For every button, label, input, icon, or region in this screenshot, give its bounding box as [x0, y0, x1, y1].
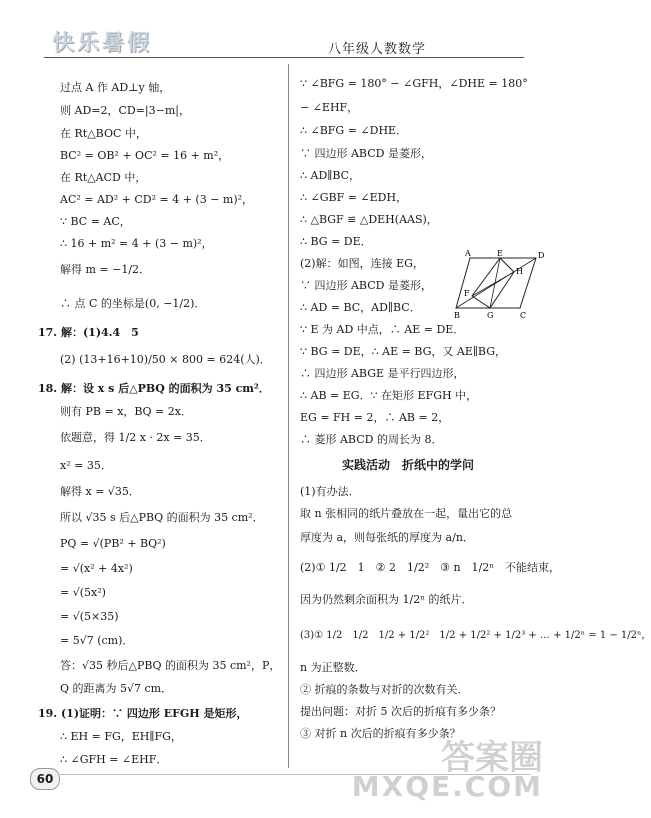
text-line: PQ = √(PB² + BQ²)	[60, 537, 166, 550]
figure-label: F	[464, 289, 470, 298]
text-line: − ∠EHF，	[300, 101, 359, 114]
text-line: = √(5x²)	[60, 586, 106, 599]
text-line: ∴ AB = EG．∵ 在矩形 EFGH 中，	[300, 389, 478, 402]
text-line: ② 折痕的条数与对折的次数有关．	[300, 683, 469, 696]
text-line: ∴ AD∥BC，	[300, 169, 361, 182]
text-line: (2)解：如图，连接 EG，	[300, 257, 424, 270]
text-line: ∴ AD = BC，AD∥BC．	[300, 301, 421, 314]
text-line: 因为仍然剩余面积为 1/2ⁿ 的纸片．	[300, 593, 473, 606]
text-line: ∴ 四边形 ABGE 是平行四边形，	[300, 367, 465, 380]
text-line: n 为正整数．	[300, 661, 366, 674]
question-17: 17. 解：(1)4.4 5	[38, 326, 139, 339]
text-line: ∴ BG = DE．	[300, 235, 372, 248]
text-line: 答：√35 秒后△PBQ 的面积为 35 cm²，P，	[60, 659, 281, 672]
figure-label: D	[538, 251, 545, 260]
series-logo: 快乐暑假	[52, 31, 153, 56]
figure-label: E	[497, 249, 503, 258]
question-19: 19. (1)证明：∵ 四边形 EFGH 是矩形，	[38, 707, 248, 720]
page-header	[0, 0, 565, 62]
text-line: 所以 √35 s 后△PBQ 的面积为 35 cm²．	[60, 511, 264, 524]
figure-label: A	[465, 249, 471, 258]
text-line: ③ 对折 n 次后的折痕有多少条？	[300, 727, 461, 740]
text-line: 解得 m = −1/2．	[60, 263, 151, 276]
text-line: 解得 x = √35．	[60, 485, 140, 498]
text-line: 在 Rt△BOC 中，	[60, 127, 147, 140]
text-line: 则有 PB = x，BQ = 2x．	[60, 405, 192, 418]
text-line: (1)有办法．	[300, 485, 360, 498]
text-line: ∵ BC = AC，	[60, 215, 131, 228]
text-line: EG = FH = 2，∴ AB = 2，	[300, 411, 450, 424]
text-line: ∵ BG = DE，∴ AE = BG，又 AE∥BG，	[300, 345, 507, 358]
text-line: AC² = AD² + CD² = 4 + (3 − m)²，	[60, 193, 254, 206]
grade-subject: 八年级人教数学	[328, 42, 427, 57]
text-line: (3)① 1/2 1/2 1/2 + 1/2² 1/2 + 1/2² + 1/2³ + … + 1/2ⁿ = 1 − 1/2ⁿ，	[300, 630, 651, 641]
text-line: 在 Rt△ACD 中，	[60, 171, 147, 184]
text-line: ∵ ∠BFG = 180° − ∠GFH，∠DHE = 180°	[300, 77, 528, 90]
text-line: ∴ EH = FG，EH∥FG，	[60, 730, 182, 743]
text-line: ∴ ∠BFG = ∠DHE．	[300, 124, 408, 137]
figure-label: H	[516, 267, 523, 276]
text-line: ∴ 16 + m² = 4 + (3 − m)²，	[60, 237, 213, 250]
text-line: 则 AD=2，CD=|3−m|，	[60, 104, 190, 117]
text-line: 依题意，得 1/2 x · 2x = 35．	[60, 431, 211, 444]
page-number: 60	[30, 768, 60, 790]
text-line: 厚度为 a，则每张纸的厚度为 a/n．	[300, 531, 474, 544]
text-line: (2) (13+16+10)/50 × 800 = 624(人)．	[60, 353, 271, 366]
text-line: ∴ △BGF ≌ △DEH(AAS)，	[300, 213, 438, 226]
text-line: 提出问题：对折 5 次后的折痕有多少条？	[300, 705, 501, 718]
text-line: = √(5×35)	[60, 610, 119, 623]
figure-label: C	[520, 311, 527, 320]
text-line: (2)① 1/2 1 ② 2 1/2² ③ n 1/2ⁿ 不能结束，	[300, 561, 561, 574]
text-line: ∴ ∠GBF = ∠EDH，	[300, 191, 408, 204]
text-line: 取 n 张相同的纸片叠放在一起，量出它的总	[300, 507, 513, 520]
text-line: = √(x² + 4x²)	[60, 562, 133, 575]
section-title: 实践活动 折纸中的学问	[342, 458, 475, 472]
rhombus-rectangle-figure	[454, 249, 546, 320]
header-rule	[44, 57, 524, 58]
watermark-line: MXQE.COM	[351, 770, 543, 803]
column-divider	[288, 64, 289, 768]
text-line: ∵ E 为 AD 中点，∴ AE = DE．	[300, 323, 465, 336]
text-line: 过点 A 作 AD⊥y 轴，	[60, 81, 171, 94]
text-line: x² = 35．	[60, 459, 112, 472]
text-line: ∵ 四边形 ABCD 是菱形，	[300, 279, 432, 292]
figure-label: G	[487, 311, 494, 320]
text-line: ∴ ∠GFH = ∠EHF．	[60, 753, 168, 766]
text-line: ∴ 菱形 ABCD 的周长为 8．	[300, 433, 443, 446]
text-line: BC² = OB² + OC² = 16 + m²，	[60, 149, 230, 162]
text-line: Q 的距离为 5√7 cm．	[60, 682, 173, 695]
text-line: ∴ 点 C 的坐标是(0, −1/2)．	[60, 297, 206, 310]
text-line: ∵ 四边形 ABCD 是菱形，	[300, 147, 432, 160]
watermark-line: 答案圈	[441, 738, 543, 778]
figure-label: B	[454, 311, 460, 320]
question-18: 18. 解：设 x s 后△PBQ 的面积为 35 cm²．	[38, 382, 270, 395]
text-line: = 5√7 (cm)．	[60, 634, 134, 647]
